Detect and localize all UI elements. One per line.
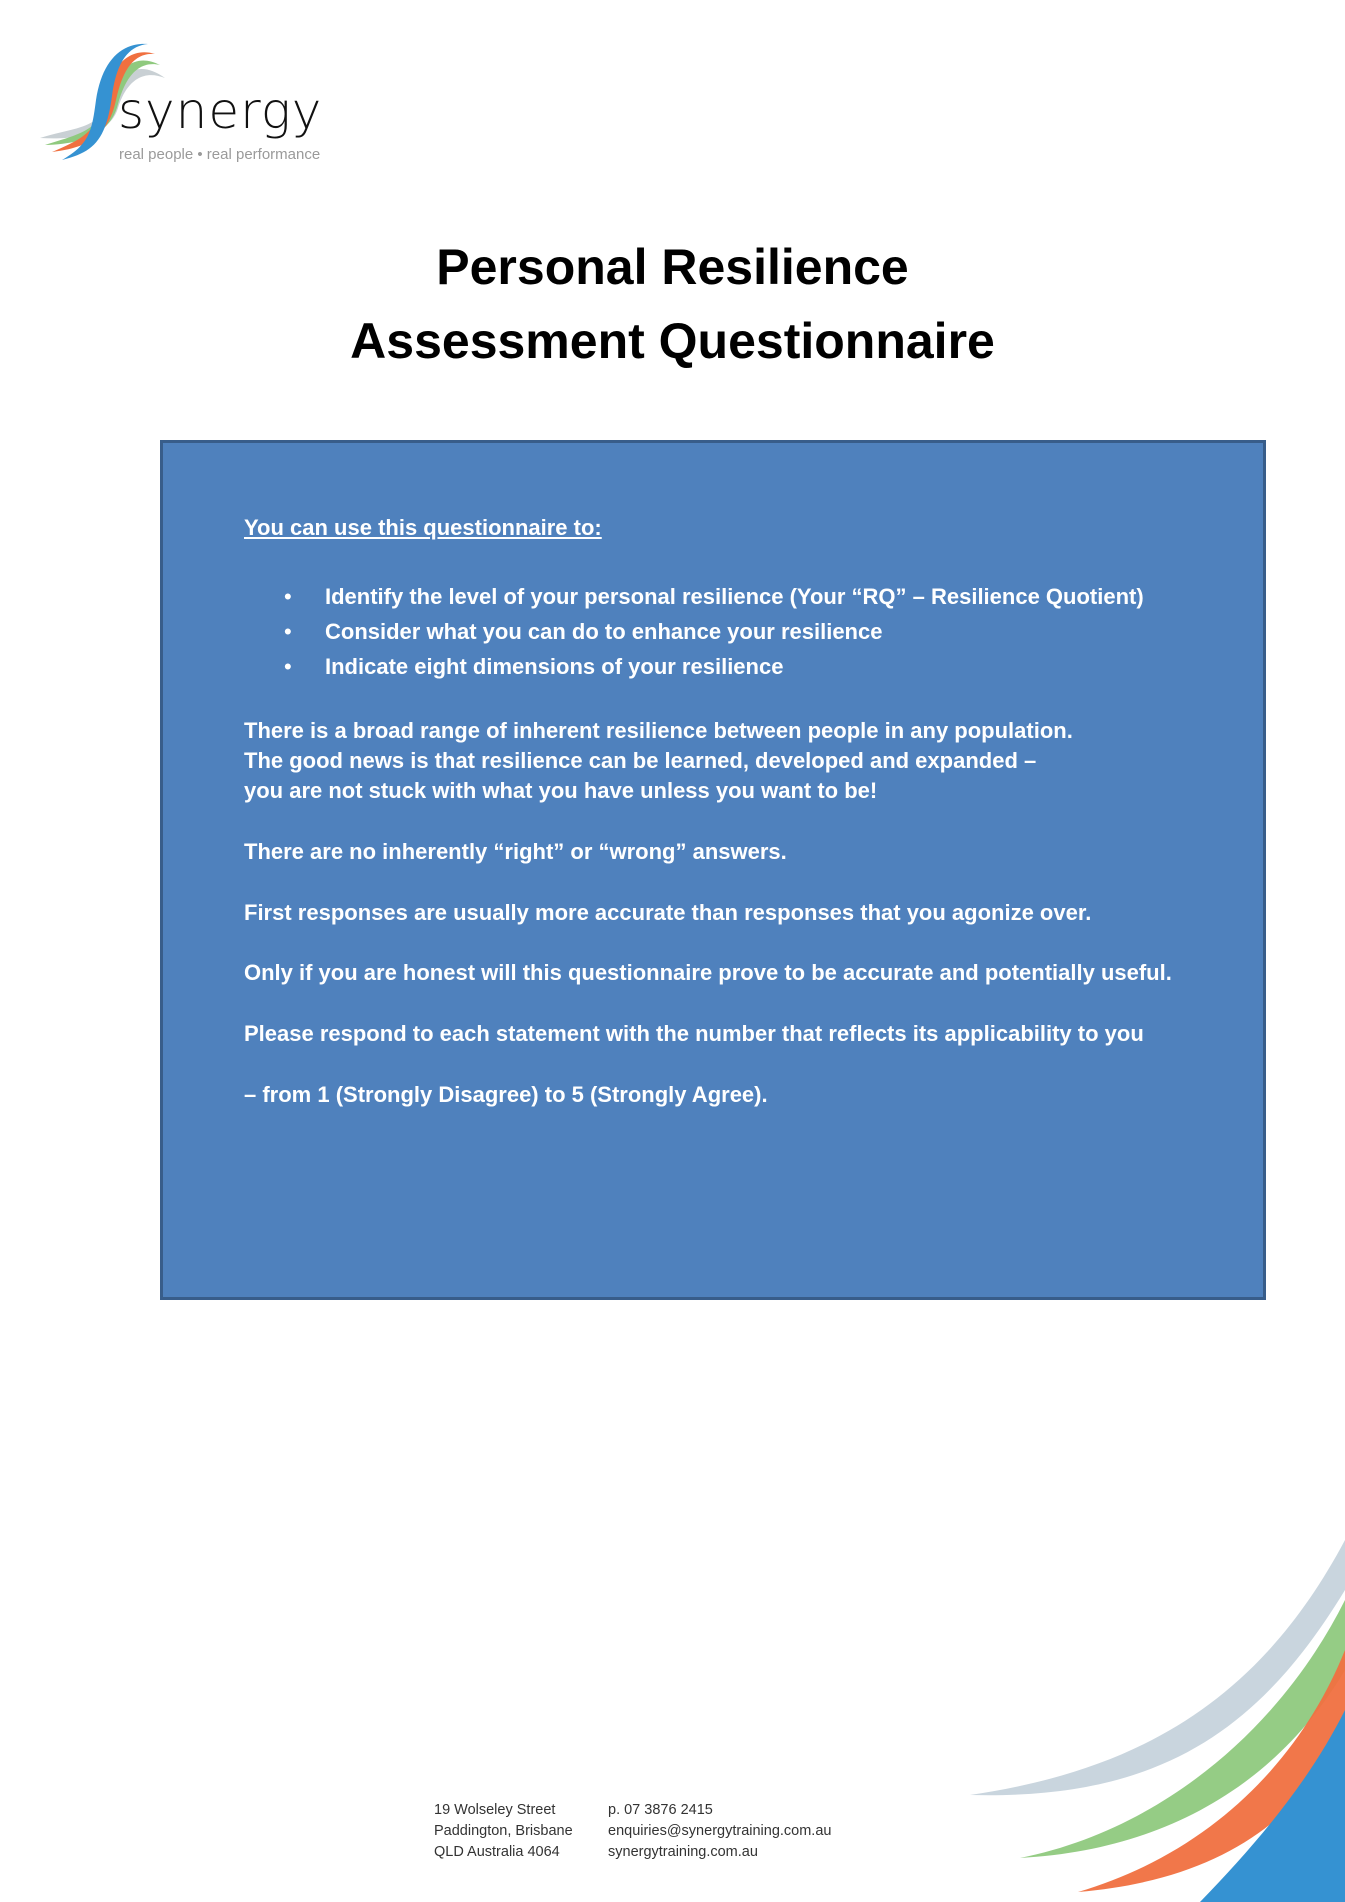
address-line: QLD Australia 4064 [434, 1844, 560, 1860]
bullet-item: Indicate eight dimensions of your resilience [325, 654, 784, 679]
bullet-item: Identify the level of your personal resilience (Your “RQ” – Resilience Quotient) [325, 584, 1144, 609]
paragraph: Please respond to each statement with the number that reflects its applicability to you [244, 1021, 1144, 1046]
footer-address [434, 1800, 573, 1863]
paragraph: Only if you are honest will this questionnaire prove to be accurate and potentially useful. [244, 960, 1172, 985]
logo-wordmark: synergy [118, 82, 323, 140]
decorative-swoosh [960, 1500, 1345, 1902]
paragraph-line: you are not stuck with what you have unless you want to be! [244, 778, 878, 803]
paragraph: There are no inherently “right” or “wrong” answers. [244, 839, 787, 864]
address-line: Paddington, Brisbane [434, 1823, 573, 1839]
paragraph: First responses are usually more accurate than responses that you agonize over. [244, 900, 1092, 925]
instructions-box [160, 440, 1266, 1300]
page-title-line2: Assessment Questionnaire [350, 313, 995, 369]
paragraph-line: There is a broad range of inherent resilience between people in any population. [244, 718, 1073, 743]
bullet-item: Consider what you can do to enhance your resilience [325, 619, 883, 644]
footer-contact [608, 1800, 831, 1863]
email-link[interactable]: enquiries@synergytraining.com.au [608, 1823, 832, 1839]
paragraph: – from 1 (Strongly Disagree) to 5 (Strongly Agree). [244, 1082, 768, 1107]
page-title-line1: Personal Resilience [436, 239, 909, 295]
logo-tagline: real people • real performance [119, 146, 321, 163]
instructions-heading: You can use this questionnaire to: [244, 515, 602, 540]
phone: p. 07 3876 2415 [608, 1802, 713, 1818]
bullet-icon: • [284, 654, 292, 679]
address-line: 19 Wolseley Street [434, 1802, 556, 1818]
bullet-icon: • [284, 584, 292, 609]
website-link[interactable]: synergytraining.com.au [608, 1844, 758, 1860]
bullet-icon: • [284, 619, 292, 644]
paragraph-line: The good news is that resilience can be learned, developed and expanded – [244, 748, 1037, 773]
